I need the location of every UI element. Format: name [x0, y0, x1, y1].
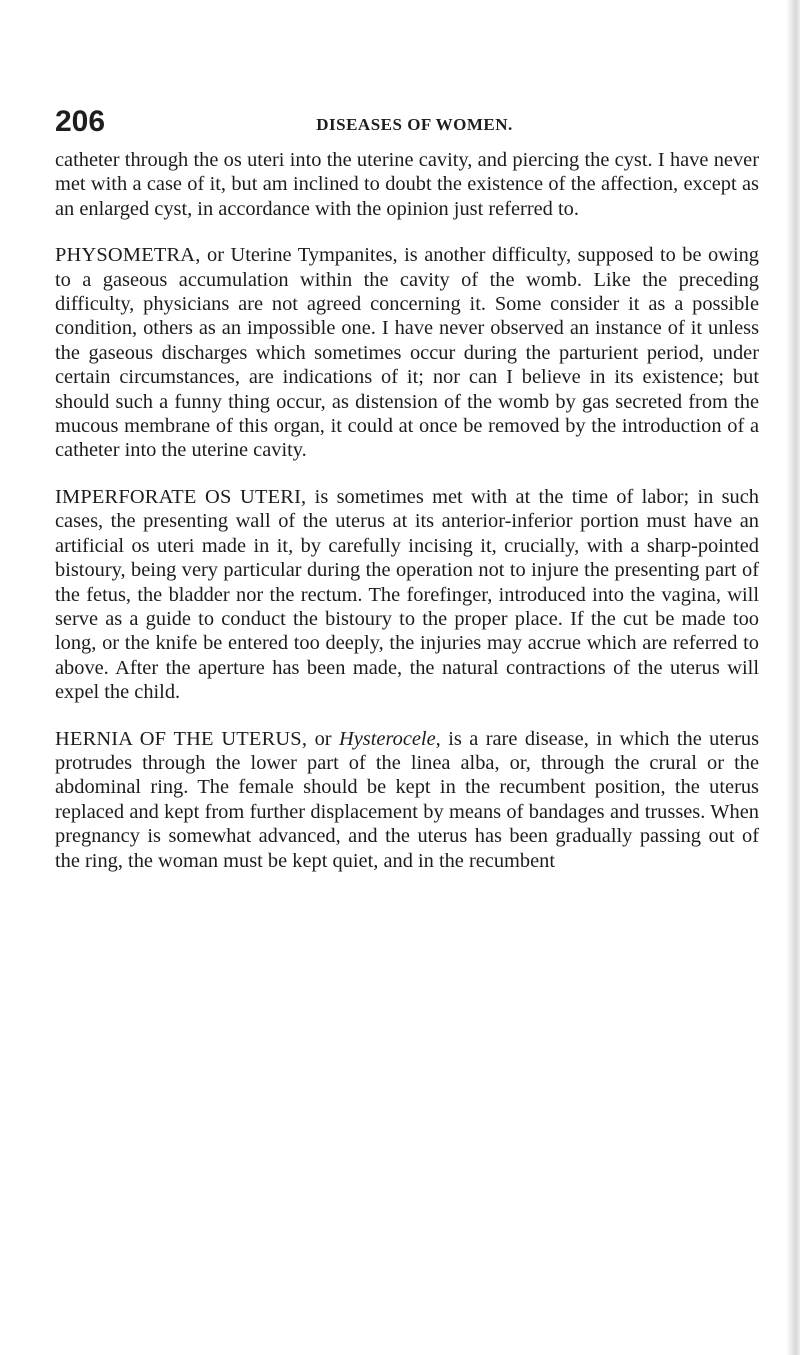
paragraph-hernia-of-uterus: [55, 727, 759, 873]
paragraph-text: is sometimes met with at the time of labor; in such cases, the presenting wall of the uterus at its anterior-inferior portion must have an artificial os uteri made in it, by carefully incising it, crucially, with a sharp-pointed bistoury, being very particular during the operation not to injure the presenting part of the fetus, the bladder nor the rectum. The forefinger, introduced into the vagina, will serve as a guide to conduct the bistoury to the proper place. If the cut be made too long, or the knife be entered too deeply, the injuries may accrue which are referred to above. After the aperture has been made, the natural contractions of the uterus will expel the child.: [55, 485, 759, 704]
page-edge-shadow: [786, 0, 800, 1355]
paragraph-text-connector: or: [307, 727, 340, 750]
running-head: DISEASES OF WOMEN.: [316, 115, 513, 134]
paragraph-text: catheter through the os uteri into the uterine cavity, and piercing the cyst. I have never met with a case of it, but am inclined to doubt the existence of the affection, except as an enlarged cyst, in accordance with the opinion just referred to.: [55, 149, 759, 220]
page-header: [55, 104, 755, 144]
page-number: 206: [55, 105, 106, 138]
paragraph-text: , is a rare disease, in which the uterus protrudes through the lower part of the linea alba, or, through the crural or the abdominal ring. The female should be kept in the recumbent position, the uterus replaced and kept from further displacement by means of bandages and trusses. When pregnancy is somewhat advanced, and the uterus has been gradually passing out of the ring, the woman must be kept quiet, and in the recumbent: [55, 727, 760, 872]
paragraph-continuation: [55, 148, 759, 221]
body-text: [55, 148, 759, 873]
italic-term-hysterocele: Hysterocele: [339, 727, 436, 750]
section-heading-physometra: PHYSOMETRA,: [55, 244, 201, 267]
paragraph-physometra: [55, 243, 759, 463]
section-heading-hernia-of-uterus: HERNIA OF THE UTERUS,: [55, 727, 308, 750]
section-heading-imperforate-os-uteri: IMPERFORATE OS UTERI,: [55, 485, 307, 508]
paragraph-text: or Uterine Tympanites, is another difficulty, supposed to be owing to a gaseous accumulation within the cavity of the womb. Like the preceding difficulty, physicians are not agreed concerning it. Some consider it as a possible condition, others as an impossible one. I have never observed an instance of it unless the gaseous discharges which sometimes occur during the parturient period, under certain circumstances, are indications of it; nor can I believe in its existence; but should such a funny thing occur, as distension of the womb by gas secreted from the mucous membrane of this organ, it could at once be removed by the introduction of a catheter into the uterine cavity.: [55, 244, 759, 462]
paragraph-imperforate-os-uteri: [55, 485, 759, 705]
